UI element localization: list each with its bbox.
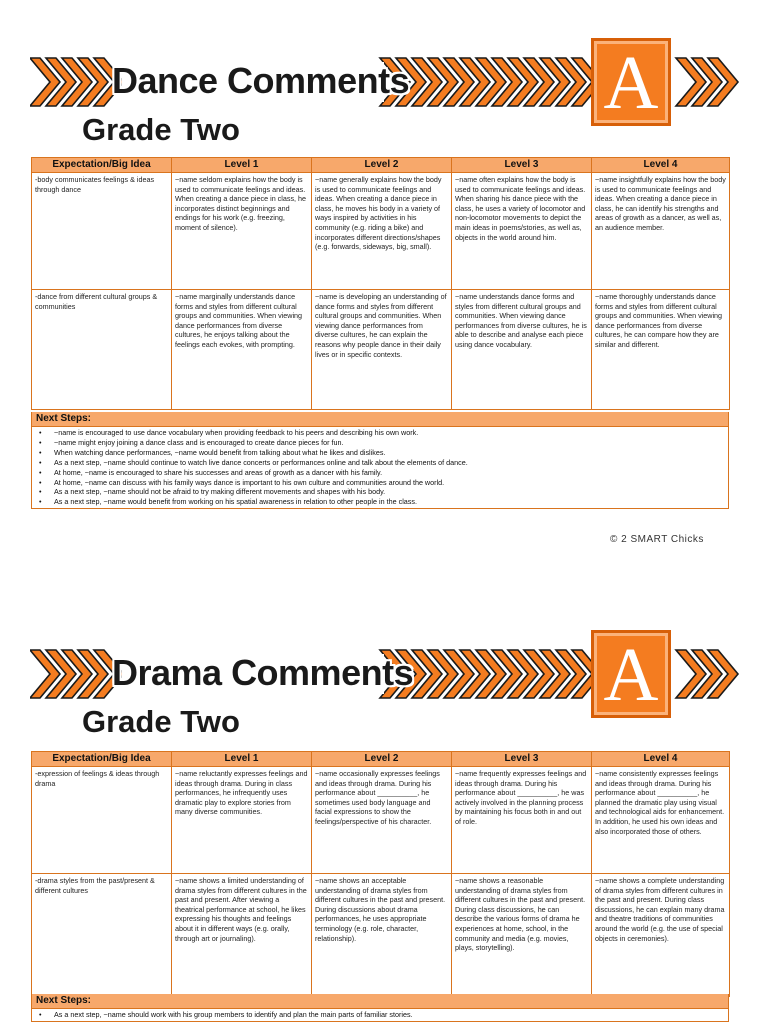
header-level-3: Level 3: [452, 158, 592, 173]
table-header-row: [32, 158, 730, 173]
dance-next-steps-list: [31, 427, 729, 509]
level-2-cell: ~name occasionally expresses feelings and ideas through drama. During his performance about __________, he sometimes used body language and facial expressions to show the feelings/perspective of his character.: [312, 767, 452, 874]
grade-two-heading: Grade Two: [82, 704, 240, 739]
level-1-cell: ~name reluctantly expresses feelings and ideas through drama. During in class performances, he infrequently uses dramatic play to explore stories from many diverse communities.: [172, 767, 312, 874]
level-4-cell: ~name consistently expresses feelings and ideas through drama. During his performance about __________, he planned the dramatic play using visual and technological aids for enhancement. In addition, he used his own ideas and also incorporated those of others.: [592, 767, 730, 874]
grade-a-badge: [591, 38, 671, 126]
level-4-cell: ~name insightfully explains how the body is used to communicate feelings and ideas. When creating a dance piece in class, he can identify his strengths and areas of growth as a dancer, as well as, an audience member.: [592, 173, 730, 290]
next-steps-heading: Next Steps:: [31, 412, 729, 427]
level-3-cell: ~name often explains how the body is used to communicate feelings and ideas. When sharing his dance piece with the class, he uses a variety of locomotor and non-locomotor movements to depict the main ideas in poems/stories, as well as, objects in the world around him.: [452, 173, 592, 290]
expectation-cell: -dance from different cultural groups & communities: [32, 290, 172, 410]
list-item: • At home, ~name can discuss with his family ways dance is important to his own culture and communities around the world.: [36, 478, 728, 488]
header-level-2: Level 2: [312, 158, 452, 173]
drama-comments-title: Drama Comments: [112, 652, 414, 693]
drama-next-steps-list: [31, 1009, 729, 1022]
next-steps-heading: Next Steps:: [31, 994, 729, 1009]
list-item: • As a next step, ~name would benefit from working on his spatial awareness in relation to other people in the class.: [36, 497, 728, 507]
level-3-cell: ~name shows a reasonable understanding of drama styles from different cultures in the past and present. During class discussions, he can describe the various forms of drama he experiences at home, school, in the community and media (e.g. movies, plays, storytelling).: [452, 874, 592, 997]
grade-letter: A: [603, 633, 659, 717]
list-item: • At home, ~name is encouraged to share his successes and areas of growth as a dancer with his family.: [36, 468, 728, 478]
table-header-row: [32, 752, 730, 767]
header-expectation: Expectation/Big Idea: [32, 752, 172, 767]
level-2-cell: ~name is developing an understanding of dance forms and styles from different cultural groups and communities. When viewing dance performances from diverse cultures, he can explain the reasons why people dance in their daily lives or in specific contexts.: [312, 290, 452, 410]
list-item: • ~name is encouraged to use dance vocabulary when providing feedback to his peers and describing his own work.: [36, 428, 728, 438]
header-level-1: Level 1: [172, 158, 312, 173]
dance-rubric-table: [31, 157, 730, 410]
dance-comments-title: Dance Comments: [112, 60, 410, 101]
level-1-cell: ~name shows a limited understanding of drama styles from different cultures in the past and present. After viewing a theatrical performance at school, he likes expressing his thoughts and feelings about it in different ways (e.g. orally, through art or journaling).: [172, 874, 312, 997]
level-2-cell: ~name generally explains how the body is used to communicate feelings and ideas. When creating a dance piece in class, he moves his body in a variety of ways inspired by activities in his community (e.g. riding a bike) and incorporates different directions/shapes (e.g. forwards, sideways, big, small).: [312, 173, 452, 290]
level-3-cell: ~name understands dance forms and styles from different cultural groups and communities. When viewing dance performances from diverse cultures, he is able to describe and analyse each piece using dance vocabulary.: [452, 290, 592, 410]
expectation-cell: -expression of feelings & ideas through drama: [32, 767, 172, 874]
grade-two-heading: Grade Two: [82, 112, 240, 147]
table-row: [32, 290, 730, 410]
grade-a-badge: [591, 630, 671, 718]
header-expectation: Expectation/Big Idea: [32, 158, 172, 173]
header-level-4: Level 4: [592, 158, 730, 173]
expectation-cell: -body communicates feelings & ideas through dance: [32, 173, 172, 290]
header-level-1: Level 1: [172, 752, 312, 767]
header-level-4: Level 4: [592, 752, 730, 767]
copyright-credit: © 2 SMART Chicks: [610, 534, 704, 545]
header-level-2: Level 2: [312, 752, 452, 767]
list-item: • As a next step, ~name should not be afraid to try making different movements and shapes with his body.: [36, 487, 728, 497]
list-item: • ~name might enjoy joining a dance class and is encouraged to create dance pieces for fun.: [36, 438, 728, 448]
list-item: • As a next step, ~name should continue to watch live dance concerts or performances online and talk about the elements of dance.: [36, 458, 728, 468]
list-item: • As a next step, ~name should work with his group members to identify and plan the main parts of familiar stories.: [36, 1010, 728, 1020]
grade-letter: A: [603, 41, 659, 125]
level-2-cell: ~name shows an acceptable understanding of drama styles from different cultures in the past and present. During discussions about drama performances, he uses appropriate terminology (e.g. role, character, relationship).: [312, 874, 452, 997]
expectation-cell: -drama styles from the past/present & different cultures: [32, 874, 172, 997]
level-3-cell: ~name frequently expresses feelings and ideas through drama. During his performance about __________, he was actively involved in the planning process by maintaining his focus both in and out of role.: [452, 767, 592, 874]
table-row: [32, 173, 730, 290]
level-4-cell: ~name shows a complete understanding of drama styles from different cultures in the past and present. During class discussions, he can explain many drama and theatre traditions of communities around the world (e.g. the use of special objects in ceremonies).: [592, 874, 730, 997]
drama-rubric-table: [31, 751, 730, 997]
table-row: [32, 874, 730, 997]
level-1-cell: ~name seldom explains how the body is used to communicate feelings and ideas. When creating a dance piece in class, he incorporates distinct beginnings and endings for his work (e.g. freezing, moment of silence).: [172, 173, 312, 290]
table-row: [32, 767, 730, 874]
level-4-cell: ~name thoroughly understands dance forms and styles from different cultural groups and communities. When viewing dance performances from diverse cultures, he can compare how they are similar and different.: [592, 290, 730, 410]
header-level-3: Level 3: [452, 752, 592, 767]
list-item: • When watching dance performances, ~name would benefit from talking about what he likes and dislikes.: [36, 448, 728, 458]
level-1-cell: ~name marginally understands dance forms and styles from different cultural groups and communities. When viewing dance performances from diverse cultures, he enjoys talking about the feelings each evokes, with prompting.: [172, 290, 312, 410]
